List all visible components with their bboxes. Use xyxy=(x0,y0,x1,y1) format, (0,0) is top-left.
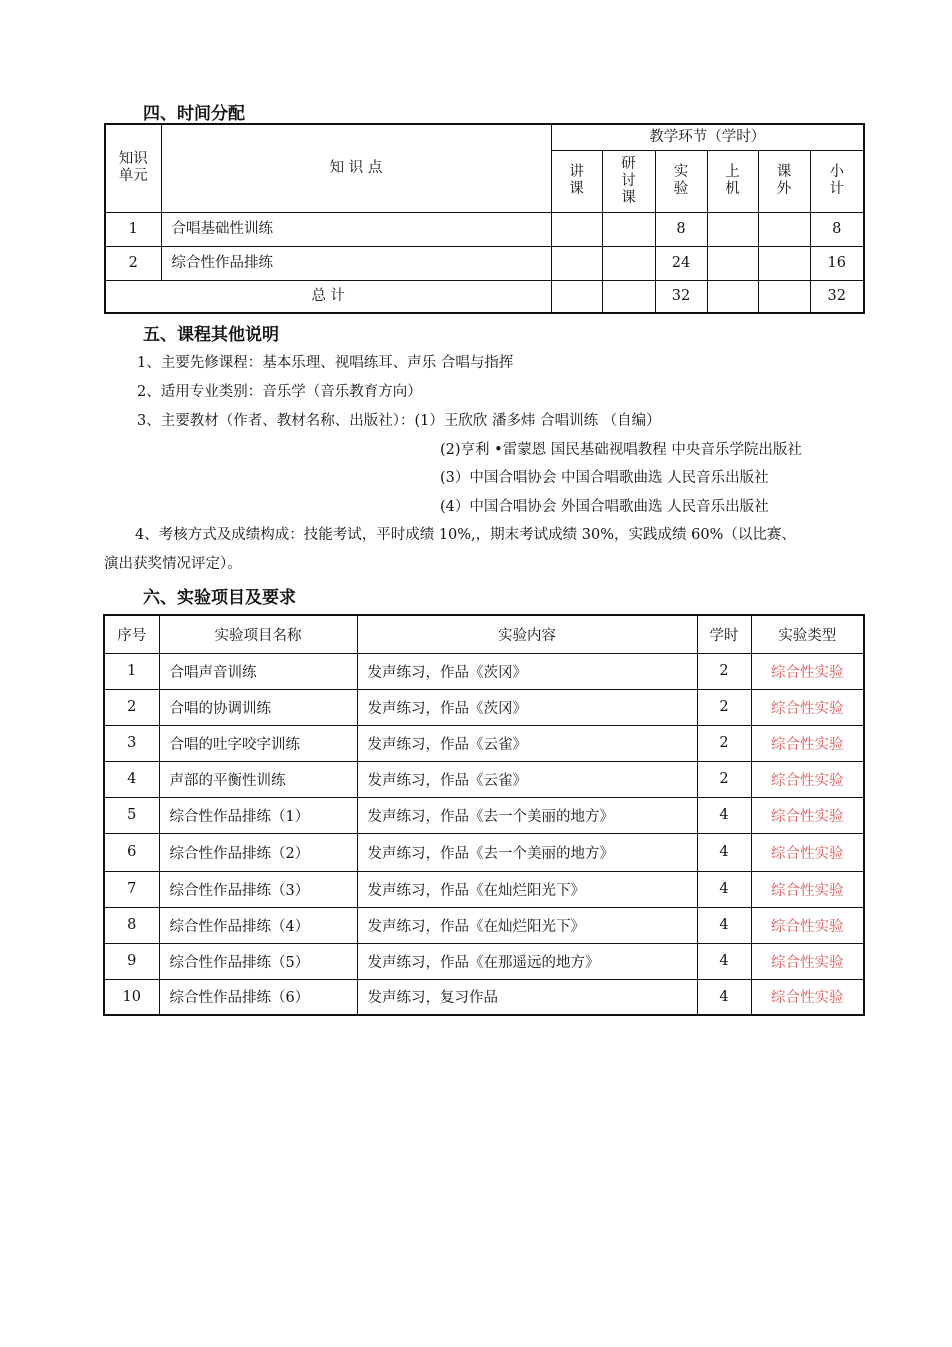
hours-cell: 4 xyxy=(697,943,751,979)
note-textbook-4: (4）中国合唱协会 外国合唱歌曲选 人民音乐出版社 xyxy=(440,499,769,515)
no-cell: 10 xyxy=(104,979,159,1015)
section-6-heading: 六、实验项目及要求 xyxy=(143,588,296,608)
content-cell: 发声练习，作品《在灿烂阳光下》 xyxy=(357,907,697,943)
type-cell: 综合性实验 xyxy=(751,725,864,761)
time-allocation-table xyxy=(104,123,865,314)
type-cell: 综合性实验 xyxy=(751,833,864,871)
header-content: 实验内容 xyxy=(357,615,697,653)
extra-cell xyxy=(758,212,810,246)
note-assessment-cont: 演出获奖情况评定）。 xyxy=(104,556,242,572)
table-row xyxy=(104,833,864,871)
table-row xyxy=(104,943,864,979)
computer-cell xyxy=(707,212,758,246)
subtotal-cell: 8 xyxy=(810,212,864,246)
content-cell: 发声练习，复习作品 xyxy=(357,979,697,1015)
section-5-heading: 五、课程其他说明 xyxy=(143,325,279,345)
content-cell: 发声练习，作品《在灿烂阳光下》 xyxy=(357,871,697,907)
table-row xyxy=(105,212,864,246)
type-cell: 综合性实验 xyxy=(751,761,864,797)
no-cell: 1 xyxy=(104,653,159,689)
table-row xyxy=(104,907,864,943)
experiment-cell: 8 xyxy=(655,212,707,246)
type-cell: 综合性实验 xyxy=(751,907,864,943)
table-row xyxy=(104,979,864,1015)
experiment-header: 实 验 xyxy=(655,150,707,212)
name-cell: 声部的平衡性训练 xyxy=(159,761,357,797)
name-cell: 合唱声音训练 xyxy=(159,653,357,689)
type-cell: 综合性实验 xyxy=(751,943,864,979)
name-cell: 综合性作品排练（5） xyxy=(159,943,357,979)
section-4-heading: 四、时间分配 xyxy=(143,104,245,124)
header-hours: 学时 xyxy=(697,615,751,653)
table-row xyxy=(104,653,864,689)
content-cell: 发声练习，作品《云雀》 xyxy=(357,761,697,797)
no-cell: 9 xyxy=(104,943,159,979)
no-cell: 4 xyxy=(104,761,159,797)
no-cell: 7 xyxy=(104,871,159,907)
unit-header: 知识 单元 xyxy=(105,124,161,212)
point-cell: 综合性作品排练 xyxy=(161,246,551,280)
computer-cell xyxy=(707,280,758,313)
note-assessment: 4、考核方式及成绩构成：技能考试，平时成绩 10%,，期末考试成绩 30%，实践成绩 60%（以比赛、 xyxy=(135,527,796,543)
total-label: 总 计 xyxy=(105,280,551,313)
note-majors: 2、适用专业类别：音乐学（音乐教育方向） xyxy=(137,384,422,400)
no-cell: 6 xyxy=(104,833,159,871)
extra-header: 课 外 xyxy=(758,150,810,212)
lecture-header: 讲 课 xyxy=(551,150,602,212)
hours-cell: 4 xyxy=(697,797,751,833)
content-cell: 发声练习，作品《去一个美丽的地方》 xyxy=(357,797,697,833)
point-header: 知 识 点 xyxy=(161,124,551,212)
name-cell: 综合性作品排练（1） xyxy=(159,797,357,833)
table-row xyxy=(104,761,864,797)
lecture-cell xyxy=(551,246,602,280)
extra-cell xyxy=(758,246,810,280)
total-row xyxy=(105,280,864,313)
hours-cell: 2 xyxy=(697,761,751,797)
note-textbooks: 3、主要教材（作者、教材名称、出版社）：(1）王欣欣 潘多炜 合唱训练 （自编） xyxy=(137,413,661,429)
lecture-cell xyxy=(551,280,602,313)
content-cell: 发声练习，作品《云雀》 xyxy=(357,725,697,761)
name-cell: 综合性作品排练（3） xyxy=(159,871,357,907)
content-cell: 发声练习，作品《去一个美丽的地方》 xyxy=(357,833,697,871)
seminar-cell xyxy=(602,246,655,280)
table-row xyxy=(104,689,864,725)
subtotal-header: 小 计 xyxy=(810,150,864,212)
header-type: 实验类型 xyxy=(751,615,864,653)
no-cell: 2 xyxy=(104,689,159,725)
seminar-cell xyxy=(602,280,655,313)
no-cell: 3 xyxy=(104,725,159,761)
experiment-table xyxy=(103,614,865,1016)
no-cell: 5 xyxy=(104,797,159,833)
content-cell: 发声练习，作品《在那遥远的地方》 xyxy=(357,943,697,979)
hours-cell: 2 xyxy=(697,725,751,761)
unit-cell: 1 xyxy=(105,212,161,246)
name-cell: 合唱的协调训练 xyxy=(159,689,357,725)
subtotal-cell: 32 xyxy=(810,280,864,313)
type-cell: 综合性实验 xyxy=(751,979,864,1015)
experiment-cell: 24 xyxy=(655,246,707,280)
hours-cell: 4 xyxy=(697,871,751,907)
note-textbook-2: (2)亨利 •雷蒙恩 国民基础视唱教程 中央音乐学院出版社 xyxy=(440,442,802,458)
note-prerequisites: 1、主要先修课程：基本乐理、视唱练耳、声乐 合唱与指挥 xyxy=(137,355,514,371)
computer-cell xyxy=(707,246,758,280)
header-no: 序号 xyxy=(104,615,159,653)
content-cell: 发声练习，作品《茨冈》 xyxy=(357,689,697,725)
type-cell: 综合性实验 xyxy=(751,871,864,907)
table-row xyxy=(104,725,864,761)
hours-cell: 4 xyxy=(697,833,751,871)
unit-cell: 2 xyxy=(105,246,161,280)
computer-header: 上 机 xyxy=(707,150,758,212)
seminar-header: 研 讨 课 xyxy=(602,150,655,212)
note-textbook-3: (3）中国合唱协会 中国合唱歌曲选 人民音乐出版社 xyxy=(440,470,769,486)
table-row xyxy=(105,246,864,280)
content-cell: 发声练习，作品《茨冈》 xyxy=(357,653,697,689)
table-row xyxy=(104,871,864,907)
lecture-cell xyxy=(551,212,602,246)
name-cell: 综合性作品排练（6） xyxy=(159,979,357,1015)
table-row xyxy=(104,797,864,833)
type-cell: 综合性实验 xyxy=(751,797,864,833)
point-cell: 合唱基础性训练 xyxy=(161,212,551,246)
type-cell: 综合性实验 xyxy=(751,689,864,725)
hours-cell: 2 xyxy=(697,653,751,689)
extra-cell xyxy=(758,280,810,313)
teaching-stage-header: 教学环节（学时） xyxy=(551,124,864,150)
name-cell: 综合性作品排练（2） xyxy=(159,833,357,871)
experiment-cell: 32 xyxy=(655,280,707,313)
hours-cell: 2 xyxy=(697,689,751,725)
name-cell: 综合性作品排练（4） xyxy=(159,907,357,943)
subtotal-cell: 16 xyxy=(810,246,864,280)
seminar-cell xyxy=(602,212,655,246)
hours-cell: 4 xyxy=(697,907,751,943)
type-cell: 综合性实验 xyxy=(751,653,864,689)
table-header-row xyxy=(104,615,864,653)
hours-cell: 4 xyxy=(697,979,751,1015)
name-cell: 合唱的吐字咬字训练 xyxy=(159,725,357,761)
header-name: 实验项目名称 xyxy=(159,615,357,653)
no-cell: 8 xyxy=(104,907,159,943)
